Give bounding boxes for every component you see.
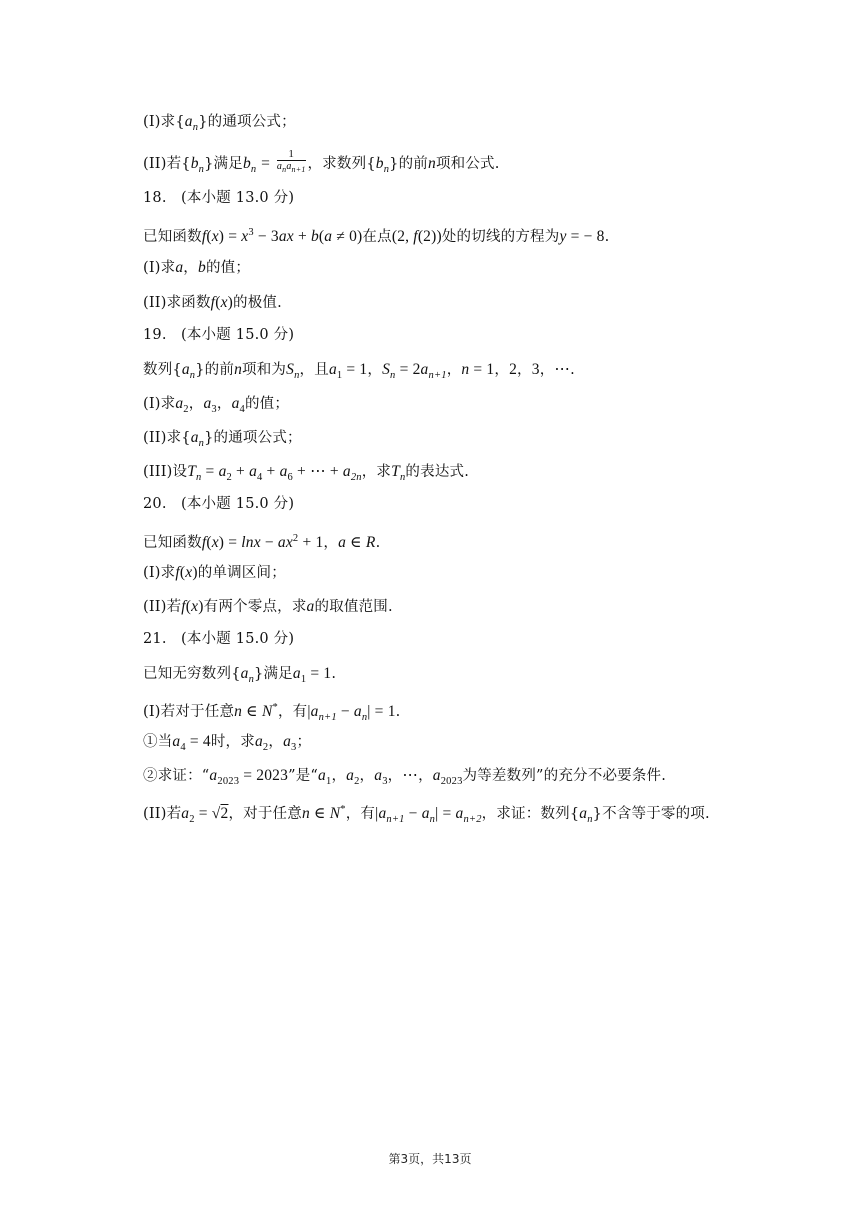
text-line-5: (I)求a，b的值； (143, 259, 251, 276)
text-line-20: ②求证：“$a_{2023} = 2023$”是“$a_1$，$a_2$，$a_3$，⋯，$a_{2023}$为等差数列”的充分不必要条件. (143, 767, 667, 787)
text-line-10: (II)求$\{a_n\}$的通项公式； (143, 429, 302, 449)
fraction: $\frac{1}{a_na_{n+1}}$ (276, 148, 306, 174)
text-line-18: (I)若对于任意n ∈ N*，有$|a_{n+1} - a_n| = 1$. (143, 702, 401, 723)
text-line-21: (II)若$a_2 = √2$，对于任意n ∈ N*，有$|a_{n+1} - a_n| = a_{n+2}$，求证：数列$\{a_n\}$不含等于零的项. (143, 804, 710, 825)
text-line-2: (II)若$\{b_n\}$满足$b_n$ = $\frac{1}{a_na_{n+1}}$ ，求数列$\{b_n\}$的前n项和公式. (143, 148, 500, 175)
page-footer: 第3页，共13页 (388, 1152, 472, 1166)
text-line-14: (I)求f(x)的单调区间； (143, 564, 286, 581)
text-line-1: (I)求$\{a_n\}$的通项公式； (143, 113, 296, 133)
question-21-header: 21. (本小题 15.0 分) (143, 631, 295, 647)
question-18-header: 18. (本小题 13.0 分) (143, 190, 295, 206)
text-line-11: (III)设$T_n = a_2 + a_4 + a_6$ + ⋯ + $a_{2n}$，求$T_n$的表达式. (143, 463, 470, 483)
text-line-19: ①当$a_4 = 4$时，求$a_2$，$a_3$； (143, 733, 312, 753)
question-20-header: 20. (本小题 15.0 分) (143, 496, 295, 512)
text-line-4: 已知函数$f(x) = x^3 - 3ax + b(a \ne 0)$在点(2, f(2))处的切线的方程为y = − 8. (143, 227, 610, 245)
text-line-13: 已知函数$f(x) = \ln x - ax^2 + 1$，a ∈ R. (143, 533, 381, 551)
text-line-6: (II)求函数f(x)的极值. (143, 294, 282, 311)
text-line-9: (I)求$a_2$，$a_3$，$a_4$的值； (143, 395, 290, 415)
question-19-header: 19. (本小题 15.0 分) (143, 327, 295, 343)
text-line-17: 已知无穷数列$\{a_n\}$满足$a_1 = 1$. (143, 665, 337, 685)
text-line-8: 数列$\{a_n\}$的前n项和为$S_n$，且$a_1 = 1$，$S_n = 2a_{n+1}$，n = 1，2，3，⋯. (143, 361, 575, 381)
text-line-15: (II)若f(x)有两个零点，求a的取值范围. (143, 598, 393, 615)
